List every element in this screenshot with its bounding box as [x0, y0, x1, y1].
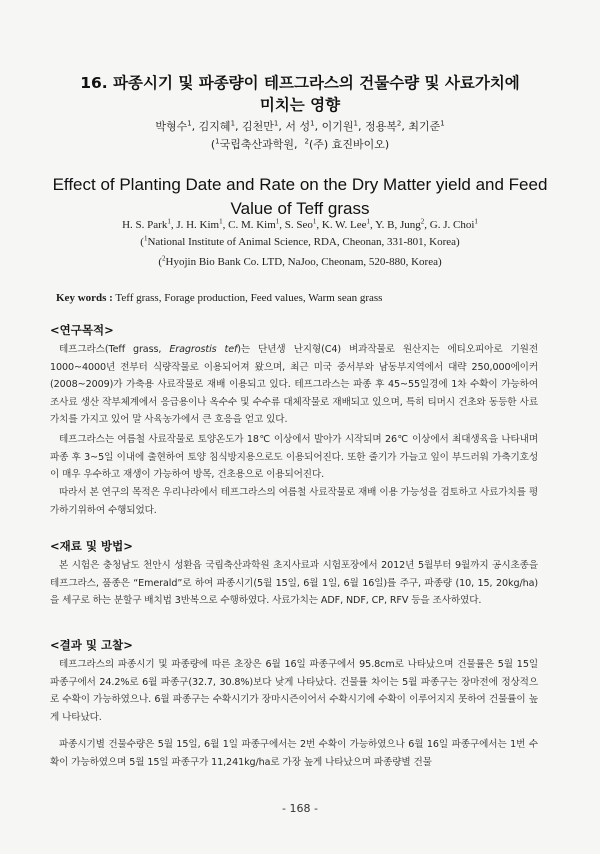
- results-paragraph-1: 테프그라스의 파종시기 및 파종량에 따른 초장은 6월 16일 파종구에서 95.8cm로 나타났으며 건물률은 5월 15일 파종구에서 24.2%로 6월 파종구(32.7, 30.8%)보다 낮게 나타났다. 건물률 차이는 5월 파종구는 장마전에 정상적으로 수확이 가능하였으나. 6월 파종구는 수확시기가 장마시즌이어서 수확시기에 수확이 이루어지지 못하여 건물률이 높게 나타났다.: [50, 659, 538, 723]
- korean-authors: 박형수$^1$, 김지혜$^1$, 김천만$^1$, 서 성$^1$, 이기원$^1$, 정용복$^2$, 최기준$^1$: [155, 119, 445, 133]
- page-number: - 168 -: [282, 802, 318, 815]
- korean-title: [40, 72, 560, 116]
- results-paragraph-2: 파종시기별 건물수량은 5월 15일, 6월 1일 파종구에서는 2번 수확이 가능하였으나 6월 16일 파종구에서는 1번 수확이 가능하였으며 5월 15일 파종구가 11,241kg/ha로 가장 높게 나타났으며 파종량별 건물: [50, 739, 538, 768]
- korean-affiliation: ($^1$국립축산과학원, $^2$(주) 효진바이오): [210, 137, 390, 151]
- english-affiliation-2: ($^2$Hyojin Bio Bank Co. LTD, NaJoo, Cheonam, 520-880, Korea): [158, 254, 442, 268]
- english-title-line-1: Effect of Planting Date and Rate on the Dry Matter yield and Feed: [52, 175, 548, 194]
- purpose-paragraph-1: 테프그라스(Teff grass, Eragrostis tef)는 단년생 난지형(C4) 벼과작물로 원산지는 에티오피아로 기원전 1000~4000년 전부터 식량작물로 이용되어져 왔으며, 최근 미국 중서부와 남동부지역에서 대략 250,000에이커(2008~2009)가 가축용 사료작물로 재배 이용되고 있다. 테프그라스는 파종 후 45~55일경에 1차 수확이 가능하여 조사료 생산 작부체계에서 응급용이나 옥수수 및 수수류 대체작물로 재배되고 있으며, 특히 티머시 건초와 동등한 사료가치를 가지고 있어 말 사육농가에서 큰 호응을 얻고 있다.: [50, 344, 538, 426]
- methods-paragraph: 본 시험은 충청남도 천안시 성환읍 국립축산과학원 초지사료과 시험포장에서 2012년 5월부터 9월까지 공시초종을 테프그라스, 품종은 “Emerald”로 하여 파종시기(5월 15일, 6월 1일, 6월 16일)를 주구, 파종량 (10, 15, 20kg/ha)을 세구로 하는 분할구 배치법 3반복으로 수행하였다. 사료가치는 ADF, NDF, CP, RFV 등을 조사하였다.: [50, 560, 538, 607]
- author: 이기원: [321, 120, 354, 133]
- author: 김지혜: [198, 120, 231, 133]
- author: 최기준: [408, 120, 441, 133]
- keywords-text: Teff grass, Forage production, Feed values, Warm sean grass: [115, 292, 383, 304]
- english-affiliation-1: ($^1$National Institute of Animal Science, RDA, Cheonan, 331-801, Korea): [140, 234, 460, 248]
- korean-title-line-2: 미치는 영향: [259, 96, 341, 114]
- korean-title-line-1: 16. 파종시기 및 파종량이 테프그라스의 건물수량 및 사료가치에: [80, 74, 520, 92]
- english-title: [30, 173, 570, 221]
- author: 서 성: [285, 120, 311, 133]
- section-heading-methods: <재료 및 방법>: [50, 539, 133, 553]
- purpose-paragraph-3: 따라서 본 연구의 목적은 우리나라에서 테프그라스의 여름철 사료작물로 재배 이용 가능성을 검토하고 사료가치를 평가하기위하여 수행되었다.: [50, 487, 538, 516]
- author: 박형수: [155, 120, 188, 133]
- author: 정용복: [364, 120, 397, 133]
- author: 김천만: [242, 120, 274, 133]
- english-title-line-2: Value of Teff grass: [230, 199, 370, 218]
- section-heading-results: <결과 및 고찰>: [50, 638, 133, 652]
- section-heading-purpose: <연구목적>: [50, 323, 114, 337]
- purpose-paragraph-2: 테프그라스는 여름철 사료작물로 토양온도가 18℃ 이상에서 발아가 시작되며 26℃ 이상에서 최대생육을 나타내며 파종 후 3~5일 이내에 출현하여 토양 침식방지용으로도 이용되어진다. 또한 줄기가 가늘고 잎이 부드러워 가축기호성이 매우 우수하고 재생이 가능하여 방목, 건초용으로 이용되어진다.: [50, 434, 538, 481]
- english-authors: H. S. Park$^1$, J. H. Kim$^1$, C. M. Kim$^1$, S. Seo$^1$, K. W. Lee$^1$, Y. B, Jung$^2$, G. J. Choi$^1$: [122, 217, 478, 231]
- keywords-label: Key words :: [56, 292, 113, 304]
- keywords: [56, 290, 556, 306]
